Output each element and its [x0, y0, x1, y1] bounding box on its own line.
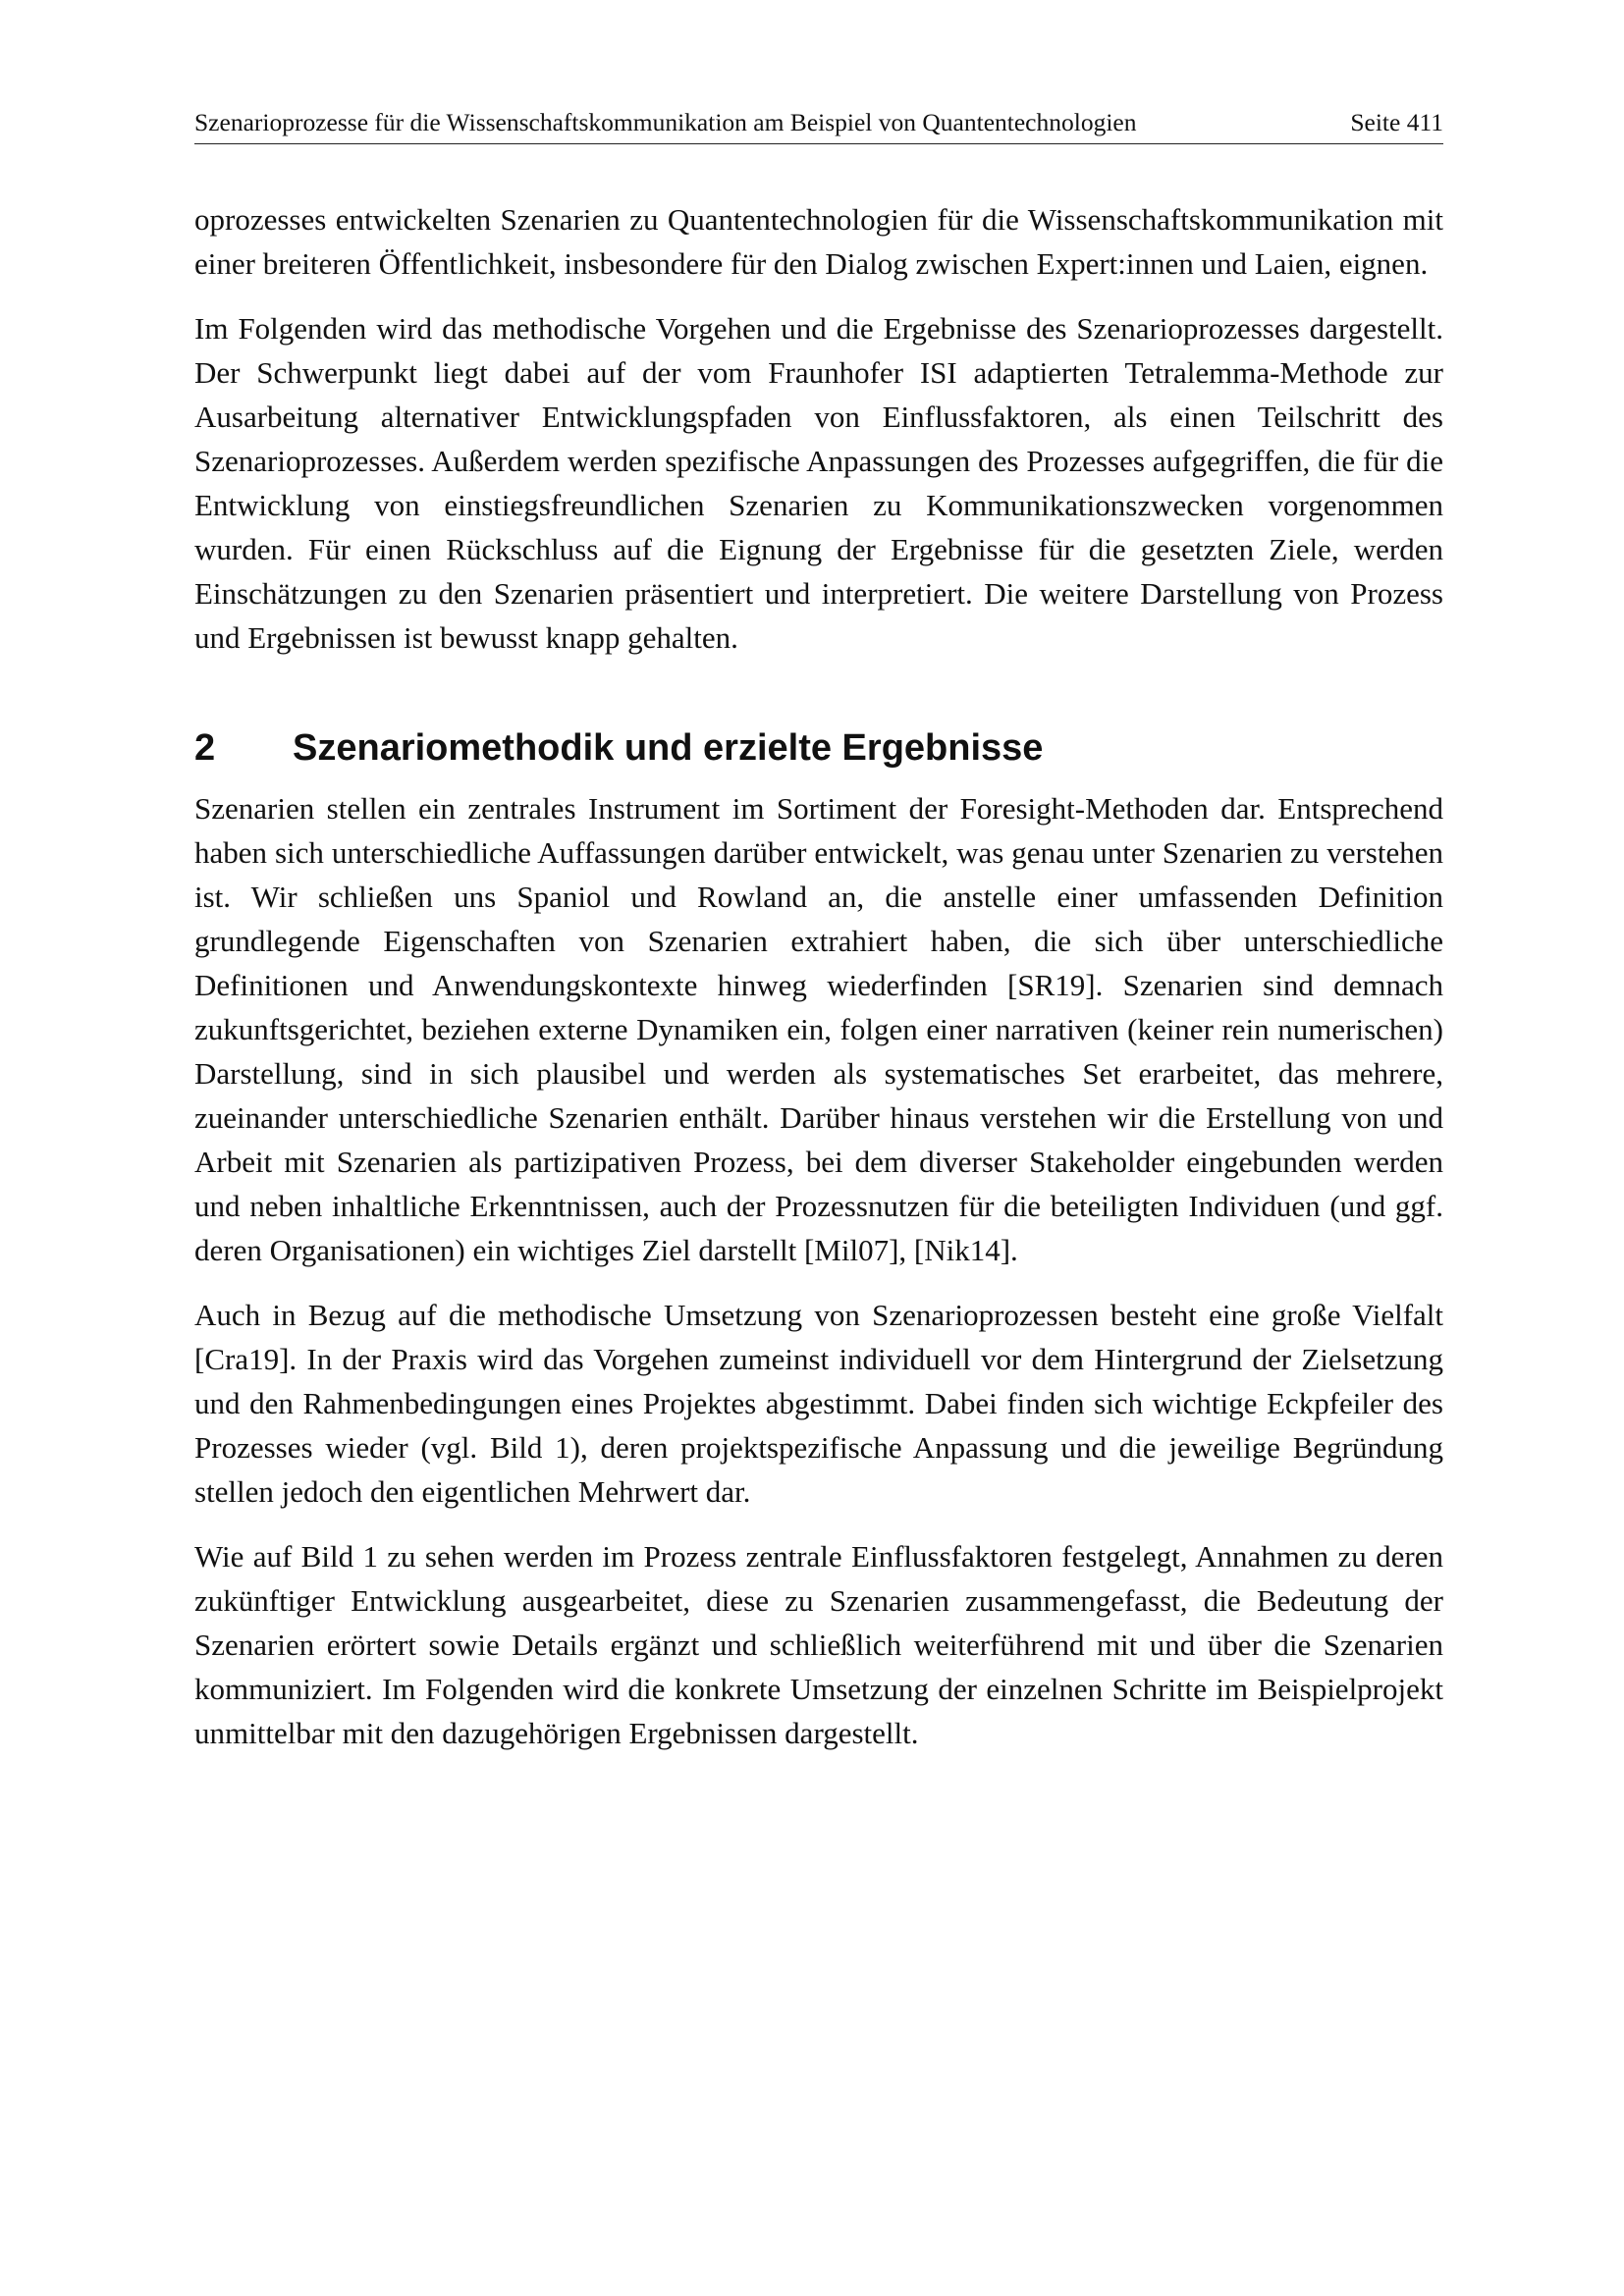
paragraph-section-3: Wie auf Bild 1 zu sehen werden im Prozess zentrale Einflussfaktoren festgelegt, Annahmen zu deren zukünftiger Entwicklung ausgearbeitet, diese zu Szenarien zusammengefasst, die Bedeutung der Szenarien erörtert sowie Details ergänzt und schließlich weiterführend mit und über die Szenarien kommuniziert. Im Folgenden wird die konkrete Umsetzung der einzelnen Schritte im Beispielprojekt unmittelbar mit den dazugehörigen Ergebnissen dargestellt. [194, 1539, 1443, 1750]
section-title: Szenariomethodik und erzielte Ergebnisse [293, 727, 1044, 769]
paragraph-section-1: Szenarien stellen ein zentrales Instrument im Sortiment der Foresight-Methoden dar. Entsprechend haben sich unterschiedliche Auffassungen darüber entwickelt, was genau unter Szenarien zu verstehen ist. Wir schließen uns Spaniol und Rowland an, die anstelle einer umfassenden Definition grundlegende Eigenschaften von Szenarien extrahiert haben, die sich über unterschiedliche Definitionen und Anwendungskontexte hinweg wiederfinden [SR19]. Szenarien sind demnach zukunftsgerichtet, beziehen externe Dynamiken ein, folgen einer narrativen (keiner rein numerischen) Darstellung, sind in sich plausibel und werden als systematisches Set erarbeitet, das mehrere, zueinander unterschiedliche Szenarien enthält. Darüber hinaus verstehen wir die Erstellung von und Arbeit mit Szenarien als partizipativen Prozess, bei dem diverser Stakeholder eingebunden werden und neben inhaltliche Erkenntnissen, auch der Prozessnutzen für die beteiligten Individuen (und ggf. deren Organisationen) ein wichtiges Ziel darstellt [Mil07], [Nik14]. [194, 791, 1443, 1267]
section-number: 2 [194, 727, 216, 769]
paragraph-section-2: Auch in Bezug auf die methodische Umsetzung von Szenarioprozessen besteht eine große Vielfalt [Cra19]. In der Praxis wird das Vorgehen zumeinst individuell vor dem Hintergrund der Zielsetzung und den Rahmenbedingungen eines Projektes abgestimmt. Dabei finden sich wichtige Eckpfeiler des Prozesses wieder (vgl. Bild 1), deren projektspezifische Anpassung und die jeweilige Begründung stellen jedoch den eigentlichen Mehrwert dar. [194, 1298, 1443, 1509]
running-title: Szenarioprozesse für die Wissenschaftskommunikation am Beispiel von Quantentechnologien [194, 108, 1137, 136]
page-body [194, 197, 1443, 1776]
section-heading [194, 723, 1443, 773]
paragraph-intro-2: Im Folgenden wird das methodische Vorgehen und die Ergebnisse des Szenarioprozesses dargestellt. Der Schwerpunkt liegt dabei auf der vom Fraunhofer ISI adaptierten Tetralemma-Methode zur Ausarbeitung alternativer Entwicklungspfaden von Einflussfaktoren, als einen Teilschritt des Szenarioprozesses. Außerdem werden spezifische Anpassungen des Prozesses aufgegriffen, die für die Entwicklung von einstiegsfreundlichen Szenarien zu Kommunikationszwecken vorgenommen wurden. Für einen Rückschluss auf die Eignung der Ergebnisse für die gesetzten Ziele, werden Einschätzungen zu den Szenarien präsentiert und interpretiert. Die weitere Darstellung von Prozess und Ergebnissen ist bewusst knapp gehalten. [194, 311, 1443, 655]
page-number: Seite 411 [1350, 108, 1443, 136]
page-header [194, 106, 1443, 144]
paragraph-intro-1: oprozesses entwickelten Szenarien zu Quantentechnologien für die Wissenschaftskommunikation mit einer breiteren Öffentlichkeit, insbesondere für den Dialog zwischen Expert:innen und Laien, eignen. [194, 202, 1443, 281]
